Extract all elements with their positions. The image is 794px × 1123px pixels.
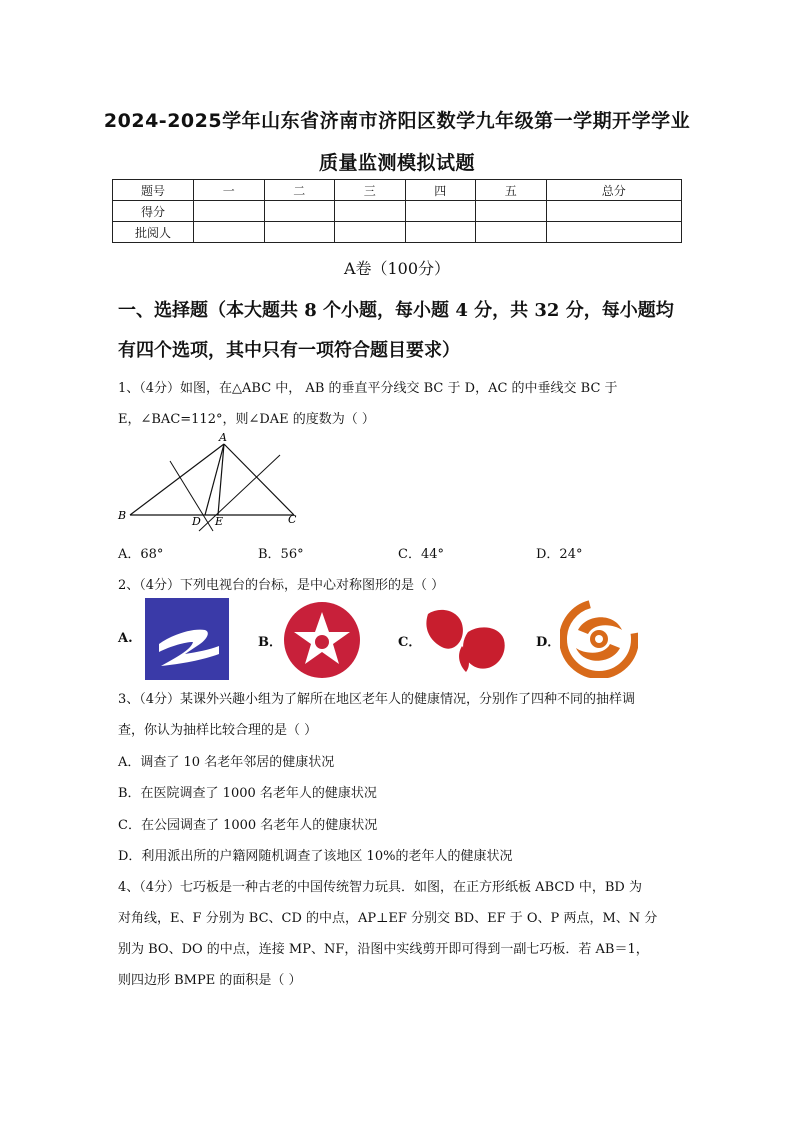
q1-option-d[interactable]: D．24°: [536, 547, 583, 562]
q4-text-line3: 别为 BO、DO 的中点，连接 MP、NF，沿图中实线剪开即可得到一副七巧板．若 AB＝1，: [118, 942, 649, 957]
q2-text: 2、（4分）下列电视台的台标，是中心对称图形的是（ ）: [118, 578, 445, 593]
label-d: D: [192, 515, 201, 528]
q3-option-c[interactable]: C．在公园调查了 1000 名老年人的健康状况: [118, 818, 378, 833]
score-table-header-cell: 题号: [113, 180, 194, 201]
score-table-header-cell: 一: [194, 180, 265, 201]
label-e: E: [215, 515, 224, 528]
q4-text-line2: 对角线，E、F 分别为 BC、CD 的中点，AP⊥EF 分别交 BD、EF 于 O、P 两点，M、N 分: [118, 911, 658, 926]
score-cell: [264, 222, 335, 243]
q1-text-line2: E，∠BAC=112°，则∠DAE 的度数为（ ）: [118, 412, 375, 427]
q2-logo-b-icon[interactable]: [282, 600, 362, 680]
q2-option-b-label[interactable]: B．: [258, 635, 282, 650]
part1-heading-line2: 有四个选项，其中只有一项符合题目要求）: [118, 340, 460, 361]
q2-option-c-label[interactable]: C．: [398, 635, 422, 650]
score-table: [112, 179, 682, 243]
q1-option-b[interactable]: B．56°: [258, 547, 304, 562]
section-a-title: A卷（100分）: [343, 259, 451, 278]
score-cell: [264, 201, 335, 222]
score-cell: [405, 222, 476, 243]
q1-option-c[interactable]: C．44°: [398, 547, 444, 562]
score-cell: [335, 201, 406, 222]
q3-option-a[interactable]: A．调查了 10 名老年邻居的健康状况: [118, 755, 335, 770]
q2-option-d-label[interactable]: D．: [536, 635, 561, 650]
q2-logo-a-icon[interactable]: [145, 598, 229, 680]
label-a: A: [219, 431, 227, 444]
score-table-header-cell: 三: [335, 180, 406, 201]
score-cell: [335, 222, 406, 243]
score-cell: [194, 201, 265, 222]
score-table-row: [113, 222, 682, 243]
score-table-row: [113, 201, 682, 222]
score-table-row-label: 批阅人: [113, 222, 194, 243]
q3-text-line1: 3、（4分）某课外兴趣小组为了解所在地区老年人的健康情况，分别作了四种不同的抽样调: [118, 692, 636, 707]
score-cell: [476, 201, 547, 222]
score-table-header-cell: 二: [264, 180, 335, 201]
score-cell: [194, 222, 265, 243]
q3-option-b[interactable]: B．在医院调查了 1000 名老年人的健康状况: [118, 786, 377, 801]
segment-ab: [130, 444, 224, 515]
q3-option-d[interactable]: D．利用派出所的户籍网随机调查了该地区 10%的老年人的健康状况: [118, 849, 513, 864]
score-table-header-cell: 总分: [546, 180, 682, 201]
q1-option-a[interactable]: A．68°: [118, 547, 164, 562]
q4-text-line1: 4、（4分）七巧板是一种古老的中国传统智力玩具．如图，在正方形纸板 ABCD 中，BD 为: [118, 880, 642, 895]
q2-logo-c-icon[interactable]: [420, 602, 510, 676]
q2-option-a-label[interactable]: A.: [118, 631, 133, 646]
score-cell: [546, 222, 682, 243]
q3-text-line2: 查，你认为抽样比较合理的是（ ）: [118, 723, 318, 738]
score-cell: [476, 222, 547, 243]
q2-logo-d-icon[interactable]: [560, 600, 638, 678]
q4-text-line4: 则四边形 BMPE 的面积是（ ）: [118, 973, 302, 988]
label-c: C: [288, 513, 297, 526]
score-cell: [546, 201, 682, 222]
segment-ac: [224, 444, 294, 515]
score-table-header-cell: 五: [476, 180, 547, 201]
score-table-header-cell: 四: [405, 180, 476, 201]
document-title-line2: 质量监测模拟试题: [318, 152, 475, 174]
label-b: B: [118, 509, 127, 522]
document-title-line1: 2024-2025学年山东省济南市济阳区数学九年级第一学期开学学业: [103, 110, 691, 132]
score-table-header-row: [113, 180, 682, 201]
score-table-row-label: 得分: [113, 201, 194, 222]
score-cell: [405, 201, 476, 222]
q1-text-line1: 1、（4分）如图，在△ABC 中， AB 的垂直平分线交 BC 于 D，AC 的中垂线交 BC 于: [118, 381, 618, 396]
q1-triangle-figure: [112, 428, 312, 538]
part1-heading-line1: 一、选择题（本大题共 8 个小题，每小题 4 分，共 32 分，每小题均: [118, 300, 674, 321]
